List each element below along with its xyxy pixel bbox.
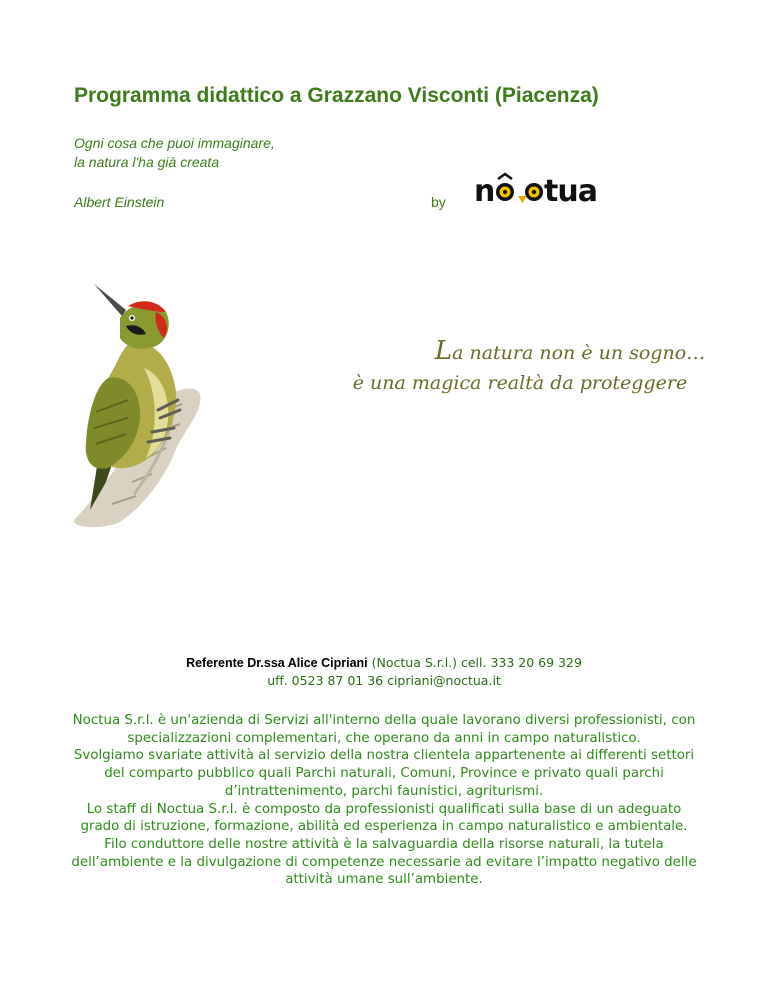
quote	[74, 134, 275, 172]
contact-line-1	[0, 654, 768, 672]
quote-author: Albert Einstein	[74, 194, 165, 210]
owl-eyes-icon	[496, 174, 543, 203]
by-label: by	[431, 194, 446, 210]
quote-line-2: la natura l'ha già creata	[74, 154, 220, 170]
contact-block	[0, 654, 768, 689]
about-paragraph: Filo conduttore delle nostre attività è la salvaguardia della risorse naturali, la tutela dell’ambiente e la divulgazione di competenze necessarie ad evitare l’impatto negativo delle attività umane sull’ambiente.	[71, 836, 697, 888]
woodpecker-illustration	[62, 282, 212, 530]
about-paragraph: Svolgiamo svariate attività al servizio della nostra clientela appartenente ai differenti settori del comparto pubblico quali Parchi naturali, Comuni, Province e privato quali parchi d’intrattenimento, parchi faunistici, agriturismi.	[73, 748, 695, 799]
contact-line-2: uff. 0523 87 01 36 cipriani@noctua.it	[267, 673, 501, 688]
about-paragraph: Noctua S.r.l. è un'azienda di Servizi all'interno della quale lavorano diversi professionisti, con specializzazioni complementari, che operano da anni in campo naturalistico.	[72, 713, 696, 746]
referent-name: Referente Dr.ssa Alice Cipriani	[186, 656, 368, 670]
svg-text:tua: tua	[544, 174, 597, 208]
tagline-line-2: è una magica realtà da proteggere	[352, 372, 688, 394]
quote-line-1: Ogni cosa che puoi immaginare,	[74, 135, 275, 151]
tagline-line-1-rest: a natura non è un sogno…	[452, 342, 706, 364]
about-paragraph: Lo staff di Noctua S.r.l. è composto da professionisti qualificati sulla base di un adeguato grado di istruzione, formazione, abilità ed esperienza in campo naturalistico e ambientale.	[80, 801, 688, 835]
tagline	[320, 336, 720, 398]
company-phone: (Noctua S.r.l.) cell. 333 20 69 329	[371, 655, 582, 670]
tagline-line-1	[320, 336, 720, 368]
about-section	[70, 712, 698, 889]
svg-text:n: n	[474, 174, 495, 208]
tagline-initial: L	[434, 336, 453, 366]
page-title: Programma didattico a Grazzano Visconti (Piacenza)	[74, 84, 599, 107]
noctua-logo	[474, 172, 616, 208]
